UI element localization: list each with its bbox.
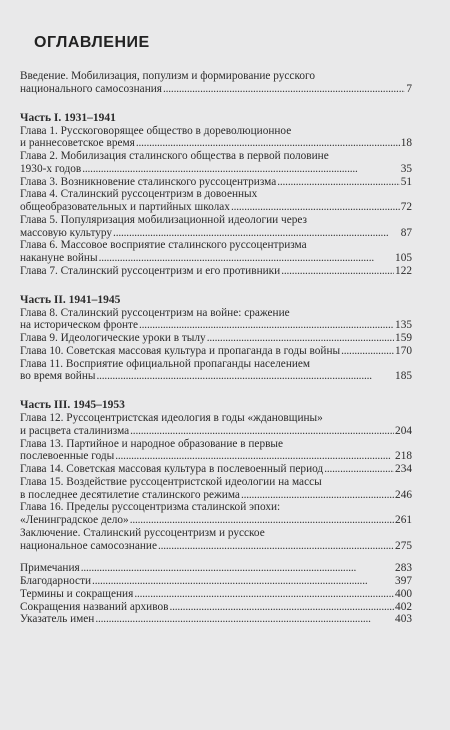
entry-line [20, 345, 412, 358]
entry-text: Введение. Мобилизация, популизм и формирование русского [20, 70, 316, 82]
toc-entry [20, 188, 412, 214]
entry-line [20, 83, 412, 96]
entry-text: на историческом фронте [20, 319, 138, 332]
dot-leader [130, 514, 394, 527]
entry-text: Указатель имен [20, 613, 95, 626]
dot-leader [136, 137, 400, 150]
entry-text: Глава 2. Мобилизация сталинского общества в первой половине [20, 150, 329, 162]
entry-line [20, 489, 412, 502]
entry-text: Глава 7. Сталинский руссоцентризм и его противники [20, 264, 281, 277]
toc-entry [20, 307, 412, 333]
dot-leader [169, 601, 394, 614]
entry-line [20, 514, 412, 527]
page-number: 397 [395, 575, 412, 587]
entry-line [20, 463, 412, 476]
entry-line [20, 201, 412, 214]
page-number: 51 [400, 175, 412, 188]
entry-line [20, 425, 412, 438]
entry-line [20, 150, 412, 163]
entry-text: и раннесоветское время [20, 137, 135, 150]
dot-leader [207, 332, 394, 345]
entry-line [20, 476, 412, 489]
page-title: ОГЛАВЛЕНИЕ [34, 34, 150, 51]
entry-text: 1930-х годов [20, 162, 82, 175]
dot-leader [158, 540, 394, 553]
page-number: 122 [395, 264, 412, 277]
entry-text: Глава 8. Сталинский руссоцентризм на войне: сражение [20, 306, 290, 319]
dot-leader [82, 163, 399, 176]
entry-line [20, 70, 412, 83]
toc-entry [20, 214, 412, 240]
page-number: 18 [400, 137, 412, 150]
entry-line [20, 575, 412, 588]
entry-text: Глава 5. Популяризация мобилизационной идеологии через [20, 213, 307, 226]
entry-line [20, 252, 412, 265]
page-number: 159 [395, 332, 412, 344]
page-number: 170 [395, 344, 412, 357]
toc-entry-back-matter [20, 575, 412, 588]
entry-text: Глава 6. Массовое восприятие сталинского руссоцентризма [20, 239, 307, 252]
page-number: 246 [395, 488, 412, 501]
toc-entry-back-matter [20, 601, 412, 614]
dot-leader [130, 425, 394, 438]
page-number: 283 [395, 562, 412, 575]
entry-line [20, 163, 412, 176]
page-number: 204 [395, 424, 412, 437]
entry-line [20, 332, 412, 345]
toc-entry-introduction [20, 70, 412, 96]
page-number: 402 [395, 600, 412, 613]
entry-text: во время войны [20, 370, 96, 383]
entry-text: «Ленинградское дело» [20, 514, 129, 526]
dot-leader [281, 265, 394, 278]
entry-text: Глава 14. Советская массовая культура в послевоенный период [20, 463, 324, 475]
page-number: 7 [406, 82, 412, 95]
entry-line [20, 137, 412, 150]
toc-entry [20, 412, 412, 438]
entry-line [20, 450, 412, 463]
page-number: 105 [395, 252, 412, 264]
page-number: 275 [395, 539, 412, 552]
entry-text: Благодарности [20, 575, 92, 587]
entry-line [20, 438, 412, 451]
page-number: 72 [400, 201, 412, 213]
entry-text: Глава 9. Идеологические уроки в тылу [20, 332, 206, 344]
entry-text: в последнее десятилетие сталинского режима [20, 488, 240, 501]
dot-leader [241, 489, 394, 502]
entry-line [20, 319, 412, 332]
entry-text: Примечания [20, 562, 80, 575]
dot-leader [81, 562, 394, 575]
entry-line [20, 265, 412, 278]
page-number: 261 [395, 514, 412, 526]
dot-leader [134, 588, 394, 601]
dot-leader [115, 450, 394, 463]
entry-text: Глава 15. Воздействие руссоцентристской идеологии на массы [20, 475, 322, 488]
entry-line [20, 239, 412, 252]
toc-entry [20, 463, 412, 476]
entry-text: Глава 16. Пределы руссоцентризма сталинской эпохи: [20, 501, 281, 514]
dot-leader [341, 345, 394, 358]
dot-leader [277, 176, 399, 189]
part-heading: Часть I. 1931–1941 [20, 111, 116, 124]
toc-entry [20, 345, 412, 358]
toc-entry-back-matter [20, 562, 412, 575]
page-number: 403 [395, 613, 412, 626]
entry-line [20, 540, 412, 553]
entry-line [20, 562, 412, 575]
toc-entry-back-matter [20, 613, 412, 626]
toc-entry [20, 501, 412, 527]
entry-line [20, 412, 412, 425]
entry-line [20, 527, 412, 540]
entry-line [20, 307, 412, 320]
dot-leader [163, 83, 405, 96]
entry-line [20, 370, 412, 383]
entry-text: Глава 13. Партийное и народное образование в первые [20, 437, 284, 450]
dot-leader [139, 319, 394, 332]
entry-text: Термины и сокращения [20, 587, 134, 600]
entry-line [20, 214, 412, 227]
table-of-contents [20, 70, 412, 626]
entry-text: Глава 10. Советская массовая культура и пропаганда в годы войны [20, 344, 341, 357]
part-heading: Часть II. 1941–1945 [20, 293, 121, 306]
page-number: 135 [395, 319, 412, 332]
toc-entry [20, 476, 412, 502]
entry-text: национального самосознания [20, 82, 162, 95]
entry-text: массовую культуру [20, 226, 113, 239]
entry-line [20, 176, 412, 189]
dot-leader [92, 575, 394, 588]
toc-entry [20, 438, 412, 464]
page-number: 400 [395, 587, 412, 600]
toc-entry [20, 176, 412, 189]
entry-line [20, 501, 412, 514]
entry-line [20, 188, 412, 201]
dot-leader [324, 463, 394, 476]
dot-leader [96, 370, 394, 383]
entry-text: накануне войны [20, 252, 98, 264]
section-gap [20, 552, 412, 562]
dot-leader [231, 201, 400, 214]
toc-entry [20, 239, 412, 265]
page-number: 218 [395, 450, 412, 463]
toc-entry [20, 358, 412, 384]
entry-text: и расцвета сталинизма [20, 424, 130, 437]
entry-text: Глава 12. Руссоцентристская идеология в годы «ждановщины» [20, 412, 323, 424]
page-number: 87 [400, 226, 412, 239]
part-heading: Часть III. 1945–1953 [20, 399, 125, 411]
entry-text: Глава 4. Сталинский руссоцентризм в довоенных [20, 188, 258, 201]
entry-line [20, 613, 412, 626]
entry-text: Сокращения названий архивов [20, 600, 169, 613]
dot-leader [99, 252, 394, 265]
entry-line [20, 125, 412, 138]
toc-entry [20, 332, 412, 345]
toc-entry [20, 125, 412, 151]
entry-text: Заключение. Сталинский руссоцентризм и русское [20, 526, 265, 539]
entry-text: послевоенные годы [20, 450, 115, 463]
page-number: 185 [395, 370, 412, 383]
entry-line [20, 588, 412, 601]
entry-line [20, 358, 412, 371]
toc-entry [20, 265, 412, 278]
page-number: 234 [395, 463, 412, 475]
toc-entry [20, 527, 412, 553]
dot-leader [95, 613, 394, 626]
entry-text: Глава 1. Русскоговорящее общество в дореволюционное [20, 124, 292, 137]
entry-text: общеобразовательных и партийных школах [20, 201, 230, 213]
entry-text: Глава 3. Возникновение сталинского руссоцентризма [20, 175, 277, 188]
page-number: 35 [400, 162, 412, 175]
toc-entry [20, 150, 412, 176]
entry-line [20, 601, 412, 614]
entry-line [20, 227, 412, 240]
entry-text: национальное самосознание [20, 539, 157, 552]
dot-leader [113, 227, 400, 240]
entry-text: Глава 11. Восприятие официальной пропаганды населением [20, 357, 311, 370]
toc-entry-back-matter [20, 588, 412, 601]
